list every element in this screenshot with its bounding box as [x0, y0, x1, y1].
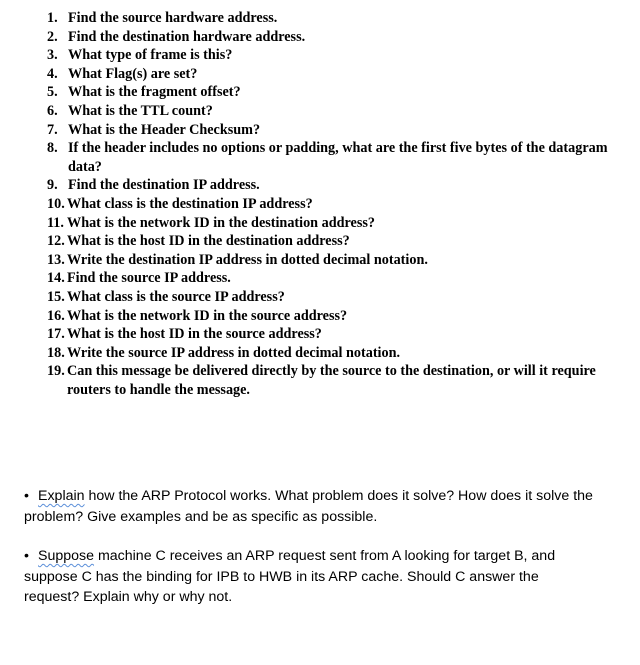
question-text: What is the fragment offset? [68, 84, 241, 101]
question-number: 4. [47, 65, 58, 82]
question-item [47, 121, 627, 140]
question-text: Find the destination hardware address. [68, 28, 306, 45]
question-text: Write the source IP address in dotted decimal notation. [67, 344, 401, 361]
question-text: Find the destination IP address. [68, 177, 260, 194]
question-number: 11. [47, 214, 64, 231]
question-text: What type of frame is this? [68, 47, 233, 64]
essay-question-arp-cache [24, 546, 594, 608]
spellcheck-flagged-word: Explain [38, 488, 85, 504]
question-item [47, 269, 627, 288]
question-item [47, 28, 627, 47]
question-number: 12. [47, 233, 65, 250]
question-item [47, 251, 627, 270]
question-item [47, 362, 612, 399]
question-item [47, 288, 627, 307]
question-list [47, 9, 627, 399]
question-number: 7. [47, 121, 58, 138]
question-item [47, 176, 627, 195]
essay-text: how the ARP Protocol works. What problem does it solve? How does it solve the problem? Give examples and be as specific as possible. [24, 488, 593, 525]
question-item [47, 307, 627, 326]
question-item [47, 139, 613, 176]
question-number: 3. [47, 47, 58, 64]
question-text: What is the network ID in the destination address? [67, 214, 375, 231]
question-item [47, 83, 627, 102]
question-number: 16. [47, 307, 65, 324]
question-number: 18. [47, 344, 65, 361]
question-number: 10. [47, 195, 65, 212]
question-text: What is the network ID in the source address? [67, 307, 348, 324]
question-number: 15. [47, 288, 65, 305]
question-item [47, 325, 627, 344]
question-text: What Flag(s) are set? [68, 65, 198, 82]
question-item [47, 102, 627, 121]
bullet-icon: • [24, 548, 29, 564]
bullet-icon: • [24, 488, 29, 504]
question-text: What class is the source IP address? [67, 288, 285, 305]
spellcheck-flagged-word: Suppose [38, 548, 95, 564]
essay-text: machine C receives an ARP request sent from A looking for target B, and suppose C has the binding for IPB to HWB in its ARP cache. Should C answer the request? Explain why or why not. [24, 548, 556, 605]
question-number: 14. [47, 270, 65, 287]
question-item [47, 46, 627, 65]
question-number: 19. [47, 363, 65, 380]
question-text: What is the host ID in the source address? [67, 326, 322, 343]
question-number: 17. [47, 326, 65, 343]
question-item [47, 65, 627, 84]
question-text: Can this message be delivered directly by the source to the destination, or will it require routers to handle the message. [67, 363, 596, 398]
question-text: Find the source IP address. [67, 270, 231, 287]
question-text: What is the host ID in the destination address? [67, 233, 350, 250]
question-text: What is the Header Checksum? [68, 121, 261, 138]
question-item [47, 195, 627, 214]
question-number: 9. [47, 177, 58, 194]
question-item [47, 232, 627, 251]
question-item [47, 214, 627, 233]
question-number: 2. [47, 28, 58, 45]
question-number: 6. [47, 102, 58, 119]
question-text: If the header includes no options or padding, what are the first five bytes of the datagram data? [68, 140, 608, 175]
question-number: 8. [47, 140, 58, 157]
essay-question-arp-protocol [24, 486, 594, 527]
question-text: Write the destination IP address in dotted decimal notation. [67, 251, 428, 268]
question-number: 13. [47, 251, 65, 268]
question-item [47, 344, 627, 363]
question-number: 1. [47, 10, 58, 26]
question-item [47, 9, 627, 28]
question-number: 5. [47, 84, 58, 101]
question-text: What class is the destination IP address? [67, 195, 313, 212]
question-text: What is the TTL count? [68, 102, 213, 119]
question-text: Find the source hardware address. [68, 10, 278, 26]
